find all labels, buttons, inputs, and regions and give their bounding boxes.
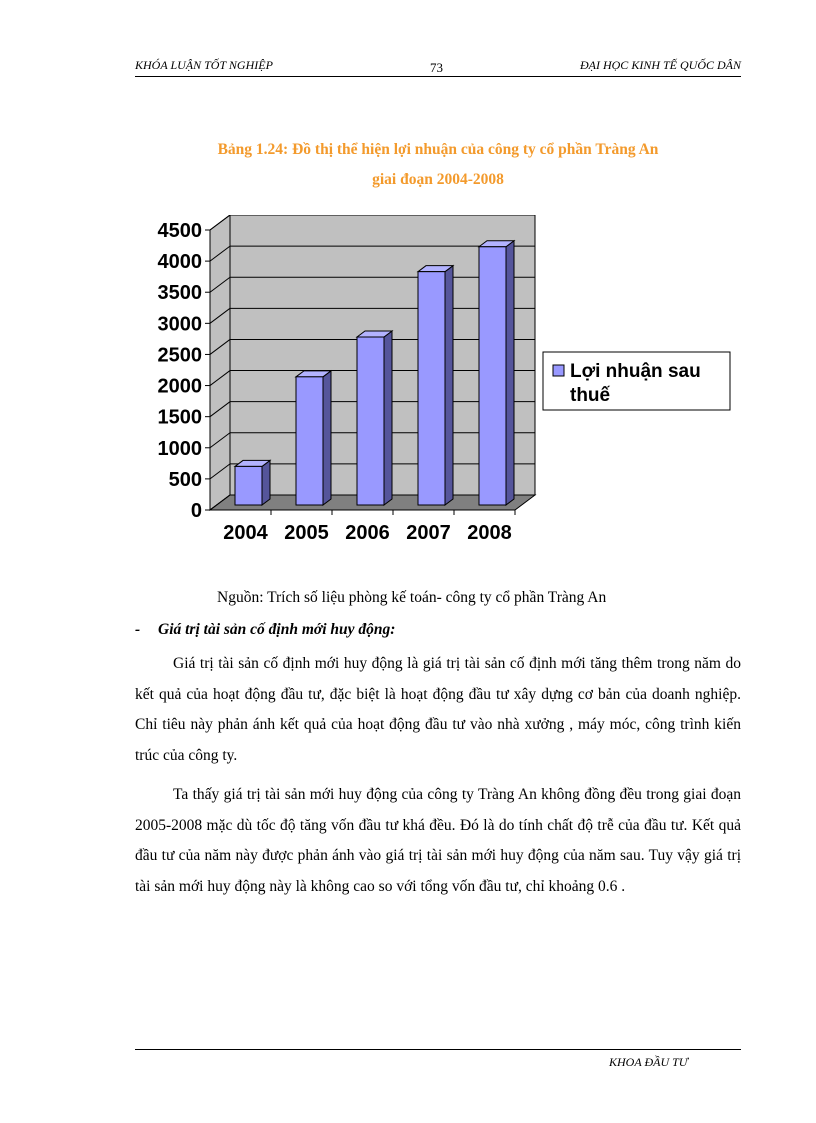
y-tick-label: 0	[190, 500, 202, 522]
x-tick-label: 2005	[284, 522, 329, 544]
page-number: 73	[430, 60, 443, 75]
page-footer	[135, 1049, 741, 1069]
y-tick-label: 4500	[157, 220, 202, 242]
source-note: Nguồn: Trích số liệu phòng kế toán- công ty cổ phần Tràng An	[217, 589, 607, 606]
bar-side-2004	[262, 460, 270, 505]
section-heading: Giá trị tài sản cố định mới huy động:	[158, 621, 396, 638]
y-tick-label: 3500	[157, 282, 202, 305]
title-line-1: Bảng 1.24: Đồ thị thể hiện lợi nhuận của công ty cổ phần Tràng An	[217, 141, 659, 158]
legend-label-line-1: Lợi nhuận sau	[570, 361, 701, 382]
y-tick-label: 4000	[157, 251, 202, 274]
x-tick-label: 2007	[406, 522, 451, 544]
header-thesis-label: KHÓA LUẬN TỐT NGHIỆP	[135, 58, 273, 72]
table-title	[135, 135, 741, 195]
y-tick-label: 3000	[157, 313, 202, 336]
legend-label-line-2: thuế	[570, 385, 611, 406]
y-tick-label: 2000	[157, 375, 202, 398]
bar-side-2005	[323, 371, 331, 505]
bar-side-2008	[506, 241, 514, 505]
footer-faculty-label: KHOA ĐẦU TƯ	[609, 1055, 688, 1069]
bar-2008	[479, 247, 506, 505]
bar-side-2006	[384, 331, 392, 505]
page-header	[135, 56, 741, 77]
x-tick-label: 2004	[223, 522, 268, 544]
y-tick-label: 2500	[157, 344, 202, 367]
paragraph-2: Ta thấy giá trị tài sản mới huy động của công ty Tràng An không đồng đều trong giai đoạn 2005-2008 mặc dù tốc độ tăng vốn đầu tư khá đều. Đó là do tính chất độ trễ của đầu tư. Kết quả đầu tư của năm này được phản ánh vào giá trị tài sản mới huy động của năm sau. Tuy vậy giá trị tài sản mới huy động này là không cao so với tổng vốn đầu tư, chỉ khoảng 0.6 .	[135, 786, 741, 895]
header-university-label: ĐẠI HỌC KINH TẾ QUỐC DÂN	[579, 58, 741, 72]
legend-swatch	[553, 365, 564, 376]
bar-2004	[235, 466, 262, 505]
profit-bar-chart	[150, 215, 740, 550]
y-tick-label: 500	[168, 468, 202, 491]
bullet-dash: -	[135, 621, 141, 638]
x-tick-label: 2006	[345, 522, 390, 544]
y-tick-label: 1500	[157, 406, 202, 429]
bar-2007	[418, 272, 445, 505]
bar-2006	[357, 337, 384, 505]
bar-side-2007	[445, 266, 453, 505]
paragraph-1: Giá trị tài sản cố định mới huy động là giá trị tài sản cố định mới tăng thêm trong năm do kết quả của hoạt động đầu tư, đặc biệt là hoạt động đầu tư xây dựng cơ bản của doanh nghiệp. Chỉ tiêu này phản ánh kết quả của hoạt động đầu tư vào nhà xưởng , máy móc, công trình kiến trúc của công ty.	[135, 655, 741, 764]
bar-2005	[296, 377, 323, 505]
section-bullet	[135, 621, 395, 639]
x-tick-label: 2008	[467, 522, 512, 544]
title-line-2: giai đoạn 2004-2008	[372, 171, 504, 188]
y-tick-label: 1000	[157, 437, 202, 460]
